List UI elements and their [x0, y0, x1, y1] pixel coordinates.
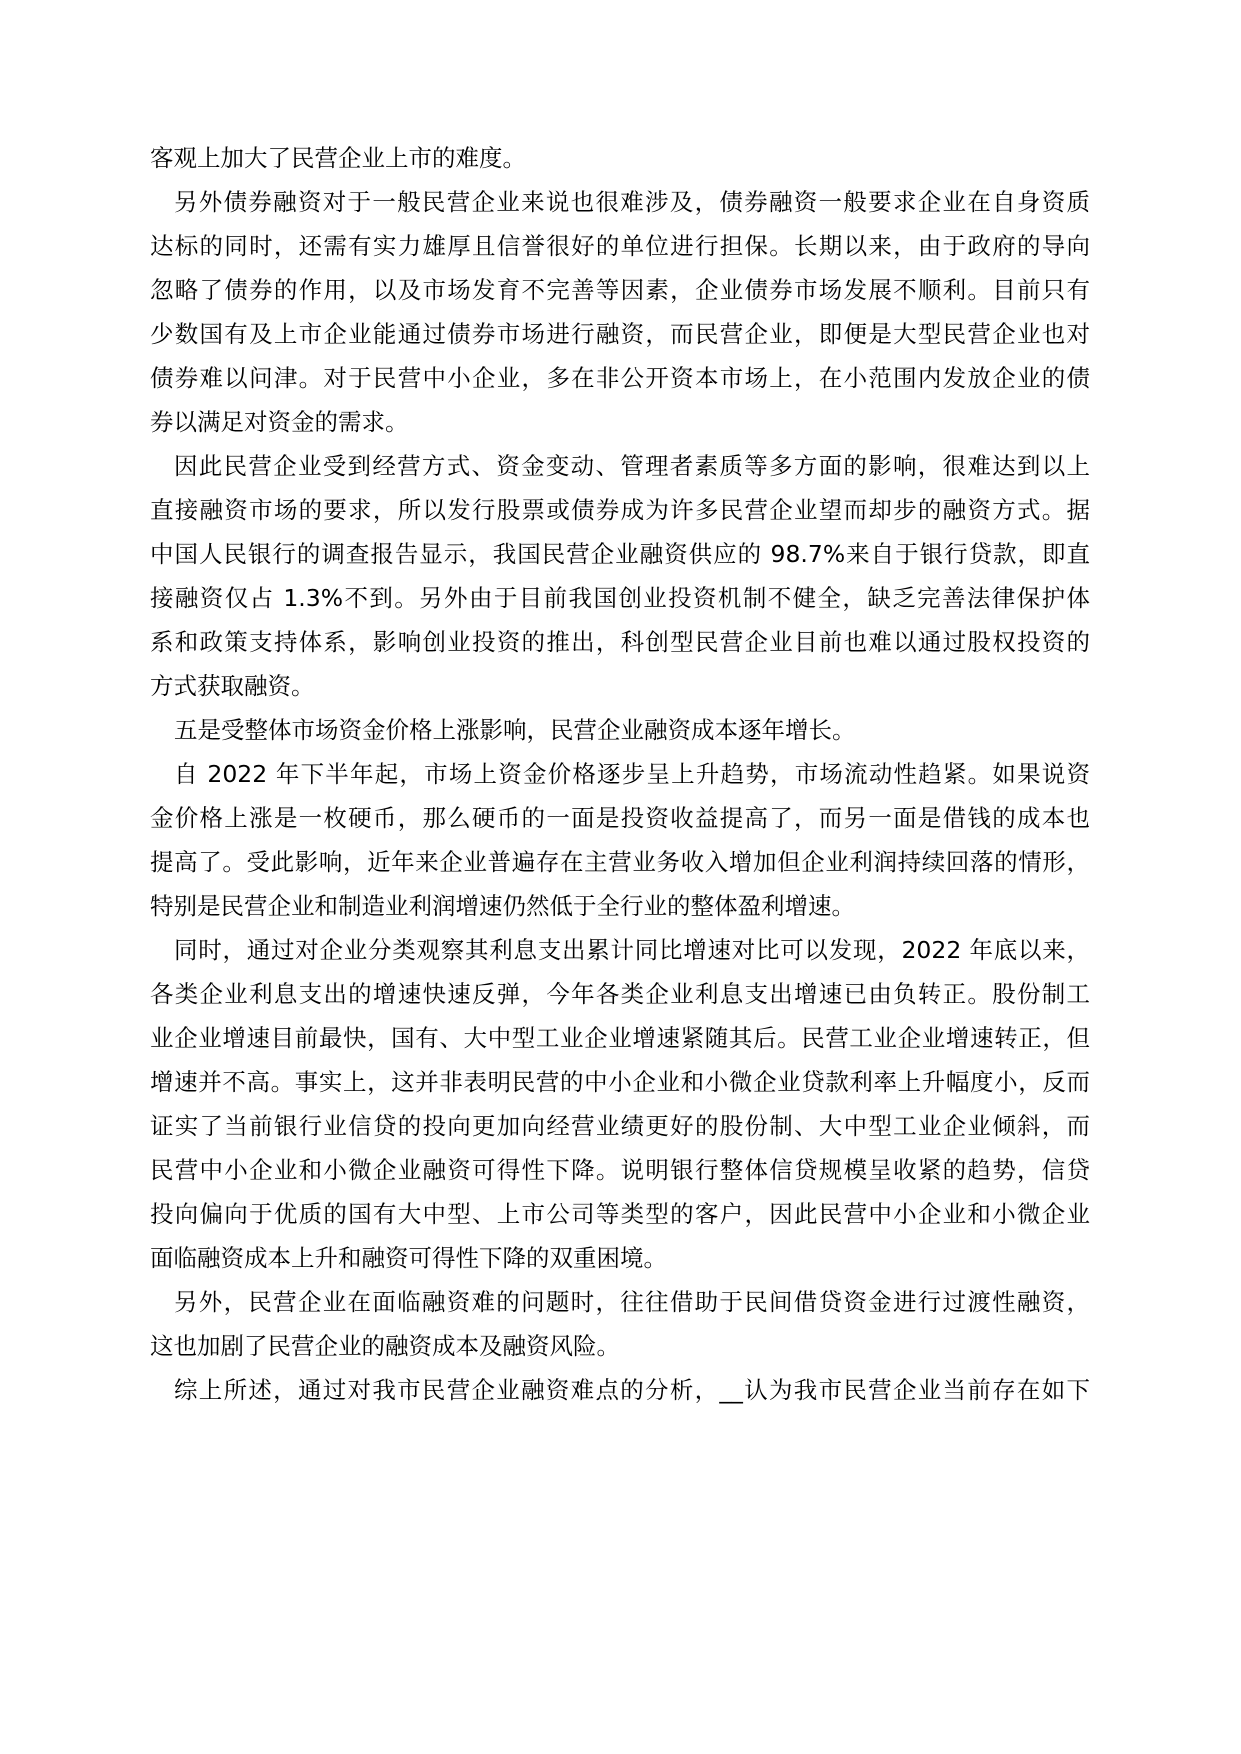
text-line: 增速并不高。事实上，这并非表明民营的中小企业和小微企业贷款利率上升幅度小，反而: [150, 1068, 1090, 1096]
text-line: 达标的同时，还需有实力雄厚且信誉很好的单位进行担保。长期以来，由于政府的导向: [150, 232, 1090, 260]
text-line: 业企业增速目前最快，国有、大中型工业企业增速紧随其后。民营工业企业增速转正，但: [150, 1024, 1090, 1052]
text-line: 方式获取融资。: [150, 672, 315, 700]
text-line: 接融资仅占 1.3%不到。另外由于目前我国创业投资机制不健全，缺乏完善法律保护体: [150, 584, 1090, 612]
text-line: 金价格上涨是一枚硬币，那么硬币的一面是投资收益提高了，而另一面是借钱的成本也: [150, 804, 1090, 832]
text-line: 提高了。受此影响，近年来企业普遍存在主营业务收入增加但企业利润持续回落的情形，: [150, 848, 1090, 876]
text-line: 债券难以问津。对于民营中小企业，多在非公开资本市场上，在小范围内发放企业的债: [150, 364, 1090, 392]
text-line: 五是受整体市场资金价格上涨影响，民营企业融资成本逐年增长。: [174, 716, 856, 744]
text-line: 因此民营企业受到经营方式、资金变动、管理者素质等多方面的影响，很难达到以上: [174, 452, 1090, 480]
text-line: 中国人民银行的调查报告显示，我国民营企业融资供应的 98.7%来自于银行贷款，即直: [150, 540, 1090, 568]
text-line: 特别是民营企业和制造业利润增速仍然低于全行业的整体盈利增速。: [150, 892, 855, 920]
text-line: 另外债券融资对于一般民营企业来说也很难涉及，债券融资一般要求企业在自身资质: [174, 188, 1090, 216]
text-line: 各类企业利息支出的增速快速反弹，今年各类企业利息支出增速已由负转正。股份制工: [150, 980, 1090, 1008]
text-line: 这也加剧了民营企业的融资成本及融资风险。: [150, 1332, 620, 1360]
text-line: 客观上加大了民营企业上市的难度。: [150, 144, 526, 172]
text-line: 另外，民营企业在面临融资难的问题时，往往借助于民间借贷资金进行过渡性融资，: [174, 1288, 1090, 1316]
text-line: 投向偏向于优质的国有大中型、上市公司等类型的客户，因此民营中小企业和小微企业: [150, 1200, 1090, 1228]
text-line: 面临融资成本上升和融资可得性下降的双重困境。: [150, 1244, 667, 1272]
text-line: 系和政策支持体系，影响创业投资的推出，科创型民营企业目前也难以通过股权投资的: [150, 628, 1090, 656]
text-line: 券以满足对资金的需求。: [150, 408, 409, 436]
text-line: 证实了当前银行业信贷的投向更加向经营业绩更好的股份制、大中型工业企业倾斜，而: [150, 1112, 1090, 1140]
text-line: 综上所述，通过对我市民营企业融资难点的分析，__认为我市民营企业当前存在如下: [174, 1376, 1090, 1404]
text-line: 同时，通过对企业分类观察其利息支出累计同比增速对比可以发现，2022 年底以来，: [174, 936, 1090, 964]
text-line: 少数国有及上市企业能通过债券市场进行融资，而民营企业，即便是大型民营企业也对: [150, 320, 1090, 348]
text-line: 忽略了债券的作用，以及市场发育不完善等因素，企业债券市场发展不顺利。目前只有: [150, 276, 1090, 304]
text-line: 直接融资市场的要求，所以发行股票或债券成为许多民营企业望而却步的融资方式。据: [150, 496, 1090, 524]
text-line: 民营中小企业和小微企业融资可得性下降。说明银行整体信贷规模呈收紧的趋势，信贷: [150, 1156, 1090, 1184]
text-line: 自 2022 年下半年起，市场上资金价格逐步呈上升趋势，市场流动性趋紧。如果说资: [174, 760, 1090, 788]
